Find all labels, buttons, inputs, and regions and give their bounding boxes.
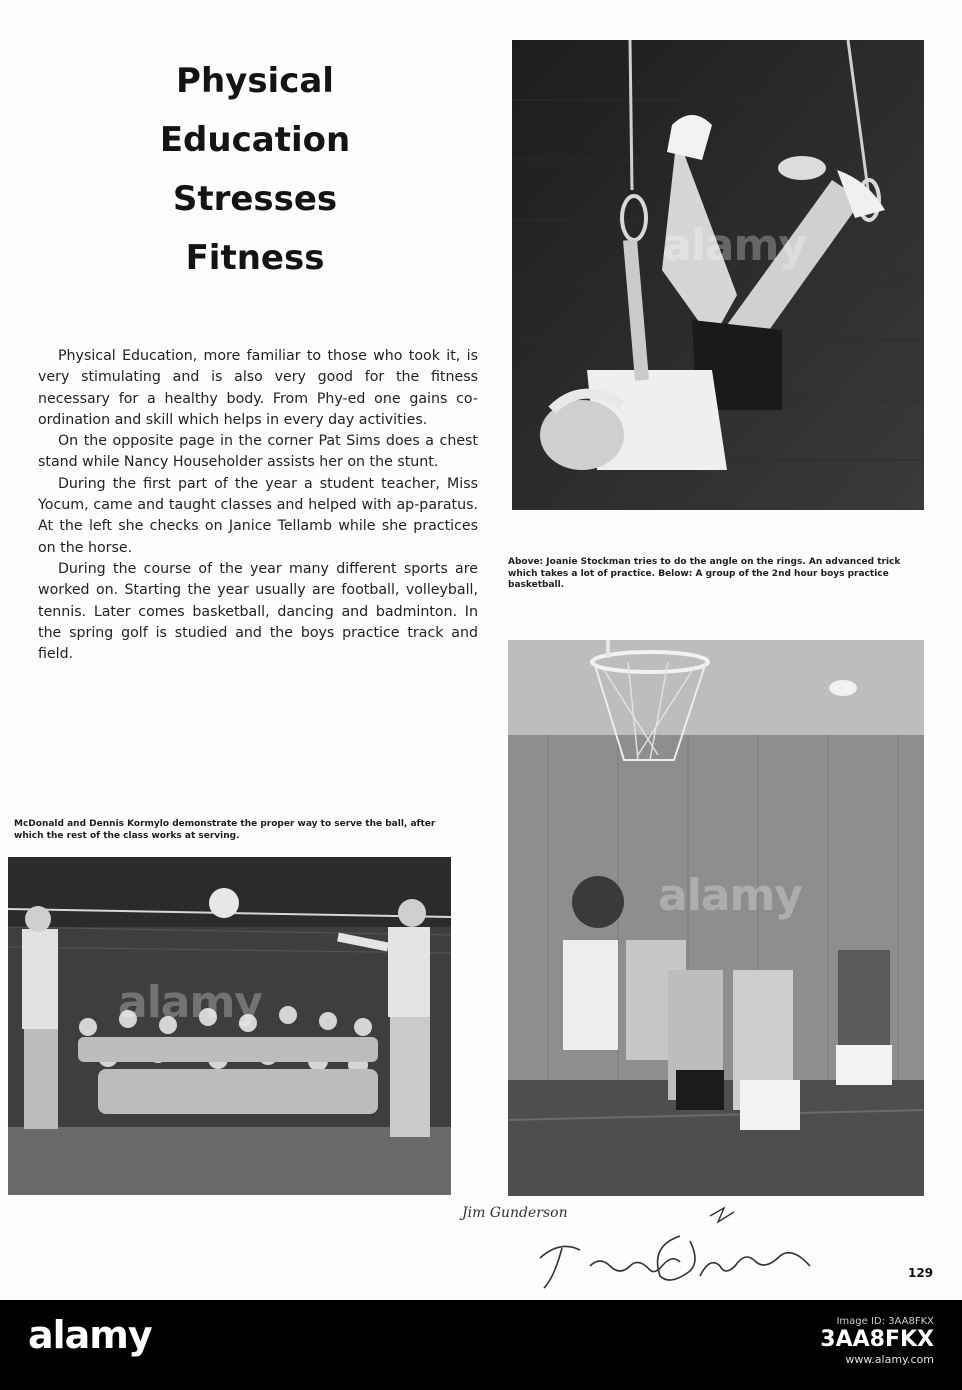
title-line-4: Fitness [185, 238, 325, 278]
photo-watermark: alamy [118, 977, 262, 1028]
stock-info [820, 1316, 934, 1366]
page-title [130, 52, 380, 288]
signature-large [450, 1196, 850, 1296]
photo-watermark: alamy [658, 870, 802, 921]
paragraph-3: During the first part of the year a student teacher, Miss Yocum, came and taught classes and helped with ap-paratus. At the left she checks on Janice Tellamb while she practices on the horse. [38, 475, 478, 556]
paragraph-2: On the opposite page in the corner Pat Sims does a chest stand while Nancy Householder assists her on the stunt. [38, 433, 478, 471]
title-line-1: Physical [176, 61, 334, 101]
title-line-3: Stresses [172, 179, 338, 219]
image-id: 3AA8FKX [820, 1327, 934, 1352]
photo-watermark: alamy [662, 220, 806, 271]
paragraph-1: Physical Education, more familiar to those who took it, is very stimulating and is also very good for the fitness necessary for a healthy body. From Phy-ed one gains co-ordination and skill which helps in every day activities. [38, 348, 478, 428]
rings-caption: Above: Joanie Stockman tries to do the angle on the rings. An advanced trick which takes a lot of practice. Below: A group of the 2nd hour boys practice basketball. [508, 557, 901, 590]
basketball-photo [508, 640, 924, 1196]
paragraph-4: During the course of the year many different sports are worked on. Starting the year usually are football, volleyball, tennis. Later comes basketball, dancing and badminton. In the spring golf is studied and the boys practice track and field. [38, 560, 478, 663]
volleyball-photo [8, 857, 451, 1195]
image-id-label: Image ID: 3AA8FKX [836, 1316, 934, 1327]
rings-photo [512, 40, 924, 510]
stock-url: www.alamy.com [845, 1353, 934, 1366]
stock-logo: alamy [28, 1313, 152, 1357]
article-body [38, 346, 478, 665]
page-number: 129 [908, 1266, 934, 1280]
signature-small: Jim Gunderson [462, 1205, 568, 1221]
title-line-2: Education [159, 120, 351, 160]
volleyball-caption: McDonald and Dennis Kormylo demonstrate the proper way to serve the ball, after which the rest of the class works at serving. [14, 819, 436, 841]
